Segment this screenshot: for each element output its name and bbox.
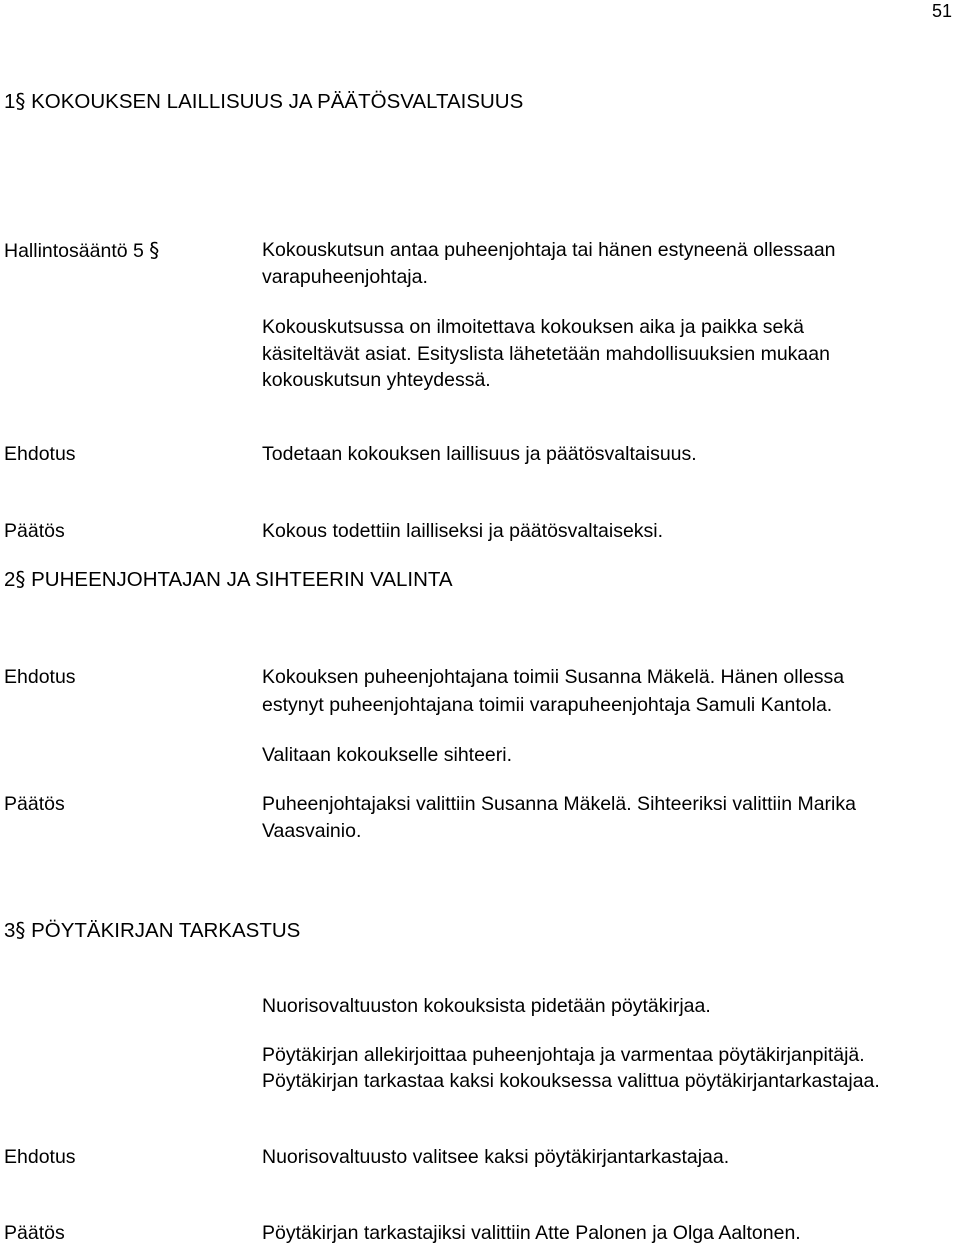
section-3-paatos-text: Pöytäkirjan tarkastajiksi valittiin Atte Palonen ja Olga Aaltonen. xyxy=(262,1222,801,1244)
section-1-ehdotus-text: Todetaan kokouksen laillisuus ja päätösvaltaisuus. xyxy=(262,443,697,465)
section-sign: § xyxy=(15,89,26,113)
section-2-number: 2 xyxy=(4,568,16,591)
hallintosaanto-label xyxy=(4,237,159,264)
section-1-intro-line: kokouskutsun yhteydessä. xyxy=(262,369,491,391)
page-number: 51 xyxy=(931,1,952,21)
section-sign: § xyxy=(149,238,160,262)
section-2-title: PUHEENJOHTAJAN JA SIHTEERIN VALINTA xyxy=(31,568,453,591)
section-1-intro-line: käsiteltävät asiat. Esityslista lähetetään mahdollisuuksien mukaan xyxy=(262,343,830,365)
section-3-ehdotus-text: Nuorisovaltuusto valitsee kaksi pöytäkirjantarkastajaa. xyxy=(262,1146,730,1168)
section-1-title: KOKOUKSEN LAILLISUUS JA PÄÄTÖSVALTAISUUS xyxy=(31,90,524,113)
hallintosaanto-label-text: Hallintosääntö 5 xyxy=(4,240,144,262)
section-3-intro-line: Nuorisovaltuuston kokouksista pidetään pöytäkirjaa. xyxy=(262,995,711,1017)
section-1-intro-line: Kokouskutsun antaa puheenjohtaja tai hänen estyneenä ollessaan xyxy=(262,239,836,261)
section-2-paatos-label: Päätös xyxy=(4,793,65,815)
section-sign: § xyxy=(15,567,26,591)
section-3-heading xyxy=(4,917,300,944)
section-3-number: 3 xyxy=(4,919,16,942)
section-1-intro-line: varapuheenjohtaja. xyxy=(262,266,428,288)
section-3-ehdotus-label: Ehdotus xyxy=(4,1146,76,1168)
section-3-intro-line: Pöytäkirjan tarkastaa kaksi kokouksessa valittua pöytäkirjantarkastajaa. xyxy=(262,1070,880,1092)
section-1-paatos-text: Kokous todettiin lailliseksi ja päätösvaltaiseksi. xyxy=(262,520,664,542)
section-3-title: PÖYTÄKIRJAN TARKASTUS xyxy=(31,919,301,942)
section-1-ehdotus-label: Ehdotus xyxy=(4,443,76,465)
section-sign: § xyxy=(15,918,26,942)
section-1-paatos-label: Päätös xyxy=(4,520,65,542)
section-1-number: 1 xyxy=(4,90,16,113)
section-2-ehdotus-line: estynyt puheenjohtajana toimii varapuheenjohtaja Samuli Kantola. xyxy=(262,694,833,716)
section-3-intro-line: Pöytäkirjan allekirjoittaa puheenjohtaja ja varmentaa pöytäkirjanpitäjä. xyxy=(262,1044,865,1066)
section-2-ehdotus-line: Valitaan kokoukselle sihteeri. xyxy=(262,744,513,766)
section-1-heading xyxy=(4,88,523,115)
section-2-paatos-line: Vaasvainio. xyxy=(262,820,362,842)
section-2-paatos-line: Puheenjohtajaksi valittiin Susanna Mäkelä. Sihteeriksi valittiin Marika xyxy=(262,793,856,815)
section-3-paatos-label: Päätös xyxy=(4,1222,65,1244)
section-1-intro-line: Kokouskutsussa on ilmoitettava kokouksen aika ja paikka sekä xyxy=(262,316,804,338)
section-2-ehdotus-label: Ehdotus xyxy=(4,666,76,688)
section-2-heading xyxy=(4,566,453,593)
section-2-ehdotus-line: Kokouksen puheenjohtajana toimii Susanna Mäkelä. Hänen ollessa xyxy=(262,666,845,688)
